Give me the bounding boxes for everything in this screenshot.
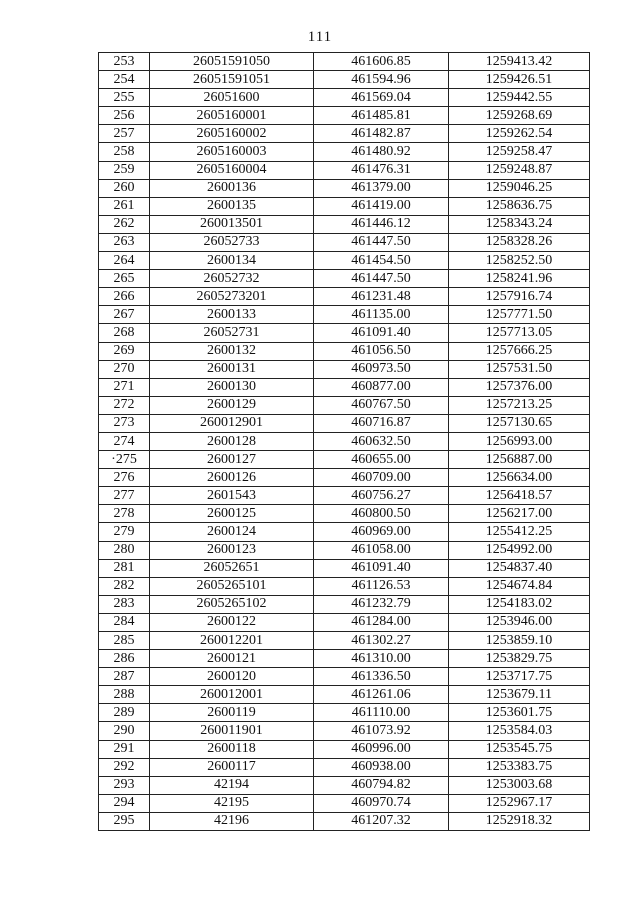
table-row	[99, 740, 590, 758]
point-id-cell: 2600119	[150, 704, 314, 722]
x-coordinate-cell: 461207.32	[314, 812, 449, 830]
point-id-cell: 2600130	[150, 378, 314, 396]
table-row	[99, 252, 590, 270]
y-coordinate-cell: 1254837.40	[449, 559, 590, 577]
point-id-cell: 2600122	[150, 613, 314, 631]
point-id-cell: 42194	[150, 776, 314, 794]
table-row	[99, 559, 590, 577]
x-coordinate-cell: 461284.00	[314, 613, 449, 631]
row-number-cell: 282	[99, 577, 150, 595]
coordinates-table-body	[99, 53, 590, 831]
x-coordinate-cell: 460969.00	[314, 523, 449, 541]
x-coordinate-cell: 460756.27	[314, 487, 449, 505]
row-number-cell: 265	[99, 270, 150, 288]
row-number-cell: 283	[99, 595, 150, 613]
table-row	[99, 89, 590, 107]
point-id-cell: 260012001	[150, 686, 314, 704]
row-number-cell: 272	[99, 396, 150, 414]
row-number-cell: 276	[99, 469, 150, 487]
point-id-cell: 26052731	[150, 324, 314, 342]
row-number-cell: 286	[99, 650, 150, 668]
point-id-cell: 26051600	[150, 89, 314, 107]
x-coordinate-cell: 461476.31	[314, 161, 449, 179]
table-row	[99, 53, 590, 71]
table-row	[99, 161, 590, 179]
point-id-cell: 2605160003	[150, 143, 314, 161]
row-number-cell: 288	[99, 686, 150, 704]
row-number-cell: 263	[99, 233, 150, 251]
y-coordinate-cell: 1256217.00	[449, 505, 590, 523]
table-row	[99, 595, 590, 613]
row-number-cell: 284	[99, 613, 150, 631]
y-coordinate-cell: 1254992.00	[449, 541, 590, 559]
row-number-cell: 293	[99, 776, 150, 794]
row-number-cell: 295	[99, 812, 150, 830]
y-coordinate-cell: 1257713.05	[449, 324, 590, 342]
x-coordinate-cell: 461091.40	[314, 559, 449, 577]
x-coordinate-cell: 461482.87	[314, 125, 449, 143]
y-coordinate-cell: 1259413.42	[449, 53, 590, 71]
table-row	[99, 541, 590, 559]
y-coordinate-cell: 1253946.00	[449, 613, 590, 631]
y-coordinate-cell: 1256993.00	[449, 432, 590, 450]
point-id-cell: 26051591050	[150, 53, 314, 71]
y-coordinate-cell: 1253584.03	[449, 722, 590, 740]
point-id-cell: 2600135	[150, 197, 314, 215]
row-number-cell: 266	[99, 288, 150, 306]
table-row	[99, 451, 590, 469]
row-number-cell: 287	[99, 668, 150, 686]
y-coordinate-cell: 1257213.25	[449, 396, 590, 414]
point-id-cell: 2600124	[150, 523, 314, 541]
y-coordinate-cell: 1253545.75	[449, 740, 590, 758]
x-coordinate-cell: 461058.00	[314, 541, 449, 559]
x-coordinate-cell: 460716.87	[314, 414, 449, 432]
point-id-cell: 2605273201	[150, 288, 314, 306]
point-id-cell: 2600120	[150, 668, 314, 686]
point-id-cell: 42196	[150, 812, 314, 830]
x-coordinate-cell: 460877.00	[314, 378, 449, 396]
table-row	[99, 487, 590, 505]
y-coordinate-cell: 1257376.00	[449, 378, 590, 396]
row-number-cell: 291	[99, 740, 150, 758]
y-coordinate-cell: 1253859.10	[449, 632, 590, 650]
point-id-cell: 2600121	[150, 650, 314, 668]
x-coordinate-cell: 460709.00	[314, 469, 449, 487]
table-row	[99, 270, 590, 288]
row-number-cell: 257	[99, 125, 150, 143]
point-id-cell: 2600136	[150, 179, 314, 197]
point-id-cell: 2600128	[150, 432, 314, 450]
x-coordinate-cell: 461480.92	[314, 143, 449, 161]
row-number-cell: 278	[99, 505, 150, 523]
row-number-cell: 279	[99, 523, 150, 541]
point-id-cell: 2601543	[150, 487, 314, 505]
table-row	[99, 577, 590, 595]
row-number-cell: 260	[99, 179, 150, 197]
table-row	[99, 71, 590, 89]
table-row	[99, 469, 590, 487]
row-number-cell: 271	[99, 378, 150, 396]
y-coordinate-cell: 1257916.74	[449, 288, 590, 306]
y-coordinate-cell: 1258241.96	[449, 270, 590, 288]
row-number-cell: 270	[99, 360, 150, 378]
table-row	[99, 197, 590, 215]
y-coordinate-cell: 1252918.32	[449, 812, 590, 830]
x-coordinate-cell: 461135.00	[314, 306, 449, 324]
y-coordinate-cell: 1259426.51	[449, 71, 590, 89]
row-number-cell: 292	[99, 758, 150, 776]
row-number-cell: 253	[99, 53, 150, 71]
table-row	[99, 378, 590, 396]
table-row	[99, 233, 590, 251]
y-coordinate-cell: 1257130.65	[449, 414, 590, 432]
table-row	[99, 758, 590, 776]
table-row	[99, 650, 590, 668]
table-row	[99, 523, 590, 541]
coordinates-table	[98, 52, 590, 831]
row-number-cell: 269	[99, 342, 150, 360]
x-coordinate-cell: 461310.00	[314, 650, 449, 668]
point-id-cell: 2600126	[150, 469, 314, 487]
x-coordinate-cell: 461056.50	[314, 342, 449, 360]
y-coordinate-cell: 1253601.75	[449, 704, 590, 722]
table-row	[99, 179, 590, 197]
row-number-cell: 262	[99, 215, 150, 233]
x-coordinate-cell: 461447.50	[314, 233, 449, 251]
x-coordinate-cell: 461336.50	[314, 668, 449, 686]
table-row	[99, 396, 590, 414]
point-id-cell: 2600132	[150, 342, 314, 360]
x-coordinate-cell: 461091.40	[314, 324, 449, 342]
row-number-cell: 285	[99, 632, 150, 650]
point-id-cell: 2600129	[150, 396, 314, 414]
x-coordinate-cell: 460632.50	[314, 432, 449, 450]
y-coordinate-cell: 1255412.25	[449, 523, 590, 541]
row-number-cell: 255	[99, 89, 150, 107]
point-id-cell: 2600125	[150, 505, 314, 523]
x-coordinate-cell: 461569.04	[314, 89, 449, 107]
y-coordinate-cell: 1258252.50	[449, 252, 590, 270]
row-number-cell: 254	[99, 71, 150, 89]
y-coordinate-cell: 1258636.75	[449, 197, 590, 215]
y-coordinate-cell: 1259268.69	[449, 107, 590, 125]
y-coordinate-cell: 1253717.75	[449, 668, 590, 686]
y-coordinate-cell: 1253383.75	[449, 758, 590, 776]
point-id-cell: 2600131	[150, 360, 314, 378]
y-coordinate-cell: 1257666.25	[449, 342, 590, 360]
x-coordinate-cell: 460794.82	[314, 776, 449, 794]
point-id-cell: 2600133	[150, 306, 314, 324]
row-number-cell: 294	[99, 794, 150, 812]
y-coordinate-cell: 1254674.84	[449, 577, 590, 595]
table-row	[99, 812, 590, 830]
y-coordinate-cell: 1256634.00	[449, 469, 590, 487]
point-id-cell: 26051591051	[150, 71, 314, 89]
table-row	[99, 668, 590, 686]
table-row	[99, 722, 590, 740]
table-row	[99, 432, 590, 450]
table-row	[99, 215, 590, 233]
point-id-cell: 26052732	[150, 270, 314, 288]
y-coordinate-cell: 1256887.00	[449, 451, 590, 469]
row-number-cell: 274	[99, 432, 150, 450]
row-number-cell: 267	[99, 306, 150, 324]
x-coordinate-cell: 460938.00	[314, 758, 449, 776]
x-coordinate-cell: 460973.50	[314, 360, 449, 378]
row-number-cell: 258	[99, 143, 150, 161]
row-number-cell: 281	[99, 559, 150, 577]
table-row	[99, 414, 590, 432]
y-coordinate-cell: 1259046.25	[449, 179, 590, 197]
row-number-cell: 259	[99, 161, 150, 179]
table-row	[99, 342, 590, 360]
point-id-cell: 42195	[150, 794, 314, 812]
y-coordinate-cell: 1257531.50	[449, 360, 590, 378]
x-coordinate-cell: 461261.06	[314, 686, 449, 704]
x-coordinate-cell: 461419.00	[314, 197, 449, 215]
point-id-cell: 2600118	[150, 740, 314, 758]
x-coordinate-cell: 460800.50	[314, 505, 449, 523]
table-row	[99, 288, 590, 306]
x-coordinate-cell: 461454.50	[314, 252, 449, 270]
x-coordinate-cell: 460970.74	[314, 794, 449, 812]
row-number-cell: 264	[99, 252, 150, 270]
x-coordinate-cell: 461594.96	[314, 71, 449, 89]
x-coordinate-cell: 461606.85	[314, 53, 449, 71]
point-id-cell: 2600123	[150, 541, 314, 559]
x-coordinate-cell: 461231.48	[314, 288, 449, 306]
point-id-cell: 2600127	[150, 451, 314, 469]
y-coordinate-cell: 1253003.68	[449, 776, 590, 794]
page-number: 111	[307, 29, 333, 45]
point-id-cell: 260011901	[150, 722, 314, 740]
x-coordinate-cell: 460996.00	[314, 740, 449, 758]
table-row	[99, 632, 590, 650]
row-number-cell: 290	[99, 722, 150, 740]
y-coordinate-cell: 1254183.02	[449, 595, 590, 613]
table-row	[99, 125, 590, 143]
y-coordinate-cell: 1252967.17	[449, 794, 590, 812]
table-row	[99, 704, 590, 722]
point-id-cell: 2600117	[150, 758, 314, 776]
x-coordinate-cell: 460655.00	[314, 451, 449, 469]
table-row	[99, 306, 590, 324]
x-coordinate-cell: 461073.92	[314, 722, 449, 740]
row-number-cell: 277	[99, 487, 150, 505]
point-id-cell: 2605160004	[150, 161, 314, 179]
point-id-cell: 2605160002	[150, 125, 314, 143]
y-coordinate-cell: 1259262.54	[449, 125, 590, 143]
row-number-cell: 289	[99, 704, 150, 722]
x-coordinate-cell: 461302.27	[314, 632, 449, 650]
row-number-cell: 280	[99, 541, 150, 559]
row-number-cell: 261	[99, 197, 150, 215]
y-coordinate-cell: 1259248.87	[449, 161, 590, 179]
point-id-cell: 26052651	[150, 559, 314, 577]
x-coordinate-cell: 461485.81	[314, 107, 449, 125]
row-number-cell: 273	[99, 414, 150, 432]
point-id-cell: 2605160001	[150, 107, 314, 125]
x-coordinate-cell: 461379.00	[314, 179, 449, 197]
y-coordinate-cell: 1258343.24	[449, 215, 590, 233]
x-coordinate-cell: 461447.50	[314, 270, 449, 288]
table-row	[99, 505, 590, 523]
point-id-cell: 260012901	[150, 414, 314, 432]
point-id-cell: 2605265101	[150, 577, 314, 595]
point-id-cell: 2600134	[150, 252, 314, 270]
table-row	[99, 324, 590, 342]
x-coordinate-cell: 461110.00	[314, 704, 449, 722]
row-number-cell: 256	[99, 107, 150, 125]
y-coordinate-cell: 1256418.57	[449, 487, 590, 505]
y-coordinate-cell: 1259442.55	[449, 89, 590, 107]
point-id-cell: 26052733	[150, 233, 314, 251]
point-id-cell: 260012201	[150, 632, 314, 650]
y-coordinate-cell: 1253829.75	[449, 650, 590, 668]
table-row	[99, 143, 590, 161]
point-id-cell: 2605265102	[150, 595, 314, 613]
x-coordinate-cell: 461126.53	[314, 577, 449, 595]
table-row	[99, 794, 590, 812]
y-coordinate-cell: 1258328.26	[449, 233, 590, 251]
table-row	[99, 776, 590, 794]
row-number-cell: 268	[99, 324, 150, 342]
x-coordinate-cell: 461446.12	[314, 215, 449, 233]
table-row	[99, 360, 590, 378]
point-id-cell: 260013501	[150, 215, 314, 233]
table-row	[99, 107, 590, 125]
table-row	[99, 686, 590, 704]
x-coordinate-cell: 460767.50	[314, 396, 449, 414]
y-coordinate-cell: 1253679.11	[449, 686, 590, 704]
x-coordinate-cell: 461232.79	[314, 595, 449, 613]
y-coordinate-cell: 1257771.50	[449, 306, 590, 324]
table-row	[99, 613, 590, 631]
row-number-cell: ·275	[99, 451, 150, 469]
y-coordinate-cell: 1259258.47	[449, 143, 590, 161]
